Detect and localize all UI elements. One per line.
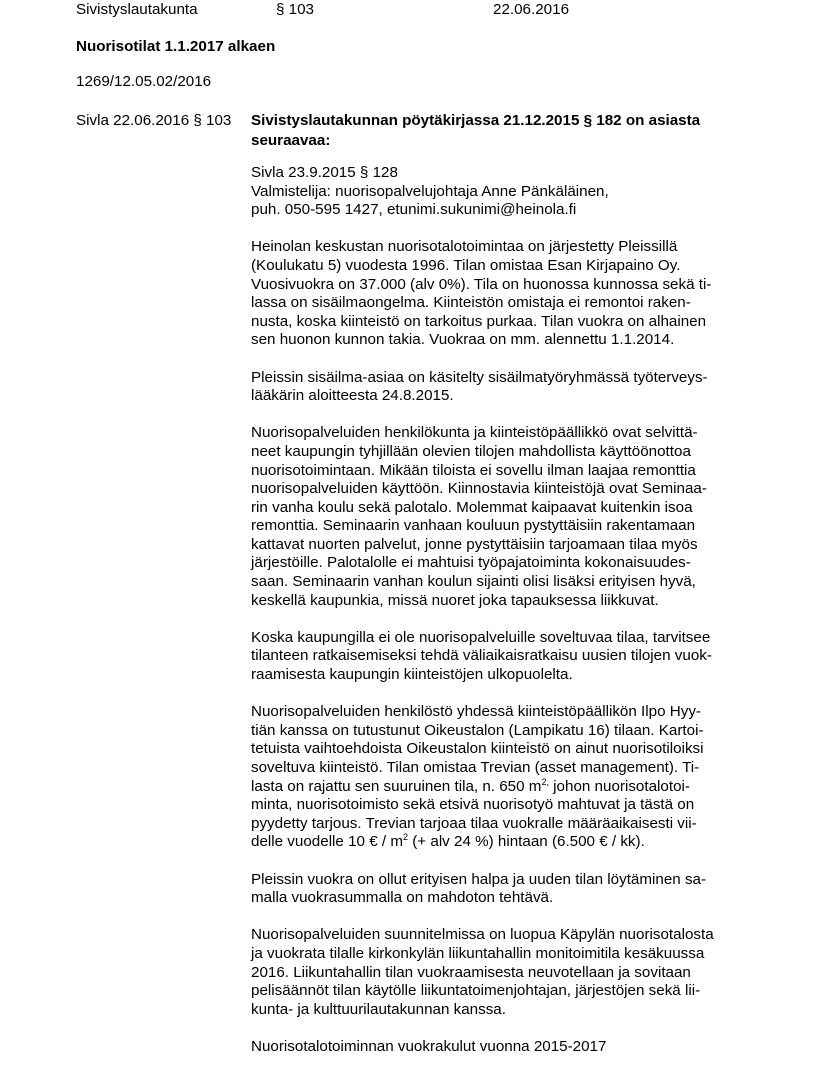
paragraph-line: remonttia. Seminaarin vanhaan kouluun pystyttäisiin rakentamaan: [251, 517, 696, 535]
price-text-before: delle vuodelle 10 € / m: [251, 833, 403, 851]
paragraph-line: keskellä kaupunkia, missä nuoret joka tapauksessa liikkuvat.: [251, 591, 659, 609]
area-superscript: 2,: [541, 776, 549, 787]
paragraph-rent-costs-title: [251, 1038, 751, 1057]
paragraph-pleissi-history: [251, 238, 751, 350]
paragraph-area-offer: [251, 703, 751, 852]
paragraph-line: saan. Seminaarin vanhan koulun sijainti olisi lisäksi erityisen hyvä,: [251, 573, 696, 591]
document-title: Nuorisotilat 1.1.2017 alkaen: [76, 38, 276, 55]
paragraph-line: pyydetty tarjous. Trevian tarjoaa tilaa vuokralle määräaikaisesti vii-: [251, 814, 697, 832]
meeting-reference: Sivla 22.06.2016 § 103: [76, 112, 232, 129]
paragraph-line: pelisäännöt tilan käytölle liikuntatoimenjohtajan, järjestöjen sekä lii-: [251, 982, 701, 1000]
preparer-contact: puh. 050-595 1427, etunimi.sukunimi@heinola.fi: [251, 201, 577, 219]
heading-line: seuraavaa:: [251, 131, 331, 149]
paragraph-line: rin vanha koulu sekä palotalo. Molemmat kaipaavat kuitenkin isoa: [251, 498, 693, 516]
paragraph-line: Nuorisopalveluiden henkilöstö yhdessä kiinteistöpäällikön Ilpo Hyy-: [251, 703, 701, 721]
area-text-after: johon nuorisotalotoi-: [548, 777, 690, 795]
paragraph-line: nusta, koska kiinteistö on tarkoitus purkaa. Tilan vuokra on alhainen: [251, 312, 707, 330]
document-reference-number: 1269/12.05.02/2016: [76, 73, 212, 90]
header-committee: Sivistyslautakunta: [76, 1, 198, 18]
paragraph-line: nuorisotoimintaan. Mikään tiloista ei sovellu ilman laajaa remonttia: [251, 461, 696, 479]
paragraph-line: nuorisopalveluiden käyttöön. Kiinnostavia kiinteistöjä ovat Seminaa-: [251, 480, 707, 498]
paragraph-line: Nuorisopalveluiden suunnitelmissa on luopua Käpylän nuorisotalosta: [251, 926, 714, 944]
paragraph-line: Pleissin vuokra on ollut erityisen halpa ja uuden tilan löytäminen sa-: [251, 870, 707, 888]
header-section: § 103: [276, 1, 315, 18]
document-body: [251, 111, 751, 1075]
paragraph-line: Vuosivuokra on 37.000 (alv 0%). Tila on huonossa kunnossa sekä ti-: [251, 275, 712, 293]
paragraph-line: Nuorisotalotoiminnan vuokrakulut vuonna 2015-2017: [251, 1037, 607, 1055]
paragraph-line: kattavat nuorten palvelut, jonne pystyttäisiin tarjoamaan tilaa myös: [251, 535, 698, 553]
paragraph-city-premises: [251, 424, 751, 610]
area-line: [251, 778, 751, 797]
preparer-name: Valmistelija: nuorisopalvelujohtaja Anne Pänkäläinen,: [251, 182, 609, 200]
heading-line: Sivistyslautakunnan pöytäkirjassa 21.12.2015 § 182 on asiasta: [251, 112, 701, 129]
paragraph-line: ja vuokrata tilalle kirkonkylän liikuntahallin monitoimitila kesäkuussa: [251, 944, 705, 962]
paragraph-line: Heinolan keskustan nuorisotalotoimintaa on järjestetty Pleissillä: [251, 238, 678, 256]
paragraph-line: (Koulukatu 5) vuodesta 1996. Tilan omistaa Esan Kirjapaino Oy.: [251, 256, 681, 274]
paragraph-line: malla vuokrasummalla on mahdoton tehtävä.: [251, 889, 554, 907]
paragraph-line: lassa on sisäilmaongelma. Kiinteistön omistaja ei remontoi raken-: [251, 294, 691, 312]
paragraph-line: järjestöille. Palotalolle ei mahtuisi työpajatoiminta kokonaisuudes-: [251, 554, 691, 572]
paragraph-line: soveltuva kiinteistö. Tilan omistaa Trevian (asset management). Ti-: [251, 759, 700, 776]
paragraph-indoor-air: [251, 369, 751, 406]
paragraph-kapyla-plans: [251, 926, 751, 1019]
paragraph-line: sen huonon kunnon takia. Vuokraa on mm. alennettu 1.1.2014.: [251, 331, 675, 349]
paragraph-line: minta, nuorisotoimisto sekä etsivä nuorisotyö mahtuvat ja tästä on: [251, 796, 695, 814]
paragraph-line: 2016. Liikuntahallin tilan vuokraamisesta neuvotellaan ja sovitaan: [251, 963, 691, 981]
preparer-meeting-ref: Sivla 23.9.2015 § 128: [251, 164, 398, 181]
paragraph-line: lääkärin aloitteesta 24.8.2015.: [251, 387, 454, 405]
paragraph-line: neet kaupungin tyhjillään olevien tilojen mahdollista käyttöönottoa: [251, 442, 691, 460]
section-heading: [251, 111, 751, 150]
preparer-block: [251, 164, 751, 220]
price-text-after: (+ alv 24 %) hintaan (6.500 € / kk).: [408, 833, 645, 851]
paragraph-line: tiän kanssa on tutustunut Oikeustalon (Lampikatu 16) tilaan. Kartoi-: [251, 721, 704, 739]
paragraph-line: Koska kaupungilla ei ole nuorisopalveluille soveltuvaa tilaa, tarvitsee: [251, 628, 711, 646]
header-date: 22.06.2016: [493, 1, 570, 18]
price-superscript: 2: [402, 832, 408, 843]
area-text-before: lasta on rajattu sen suuruinen tila, n. 650 m: [251, 777, 542, 795]
paragraph-line: Pleissin sisäilma-asiaa on käsitelty sisäilmatyöryhmässä työterveys-: [251, 368, 708, 386]
price-line: [251, 833, 751, 852]
paragraph-line: kunta- ja kulttuurilautakunnan kanssa.: [251, 1000, 506, 1018]
paragraph-line: tetuista vaihtoehdoista Oikeustalon kiinteistö on ainut nuorisotiloiksi: [251, 740, 704, 758]
paragraph-temporary-solution: [251, 629, 751, 685]
paragraph-line: Nuorisopalveluiden henkilökunta ja kiinteistöpäällikkö ovat selvittä-: [251, 424, 698, 442]
paragraph-line: tilanteen ratkaisemiseksi tehdä väliaikaisratkaisu uusien tilojen vuok-: [251, 647, 712, 665]
paragraph-line: raamisesta kaupungin kiinteistöjen ulkopuolelta.: [251, 666, 573, 684]
paragraph-rent-cheap: [251, 871, 751, 908]
